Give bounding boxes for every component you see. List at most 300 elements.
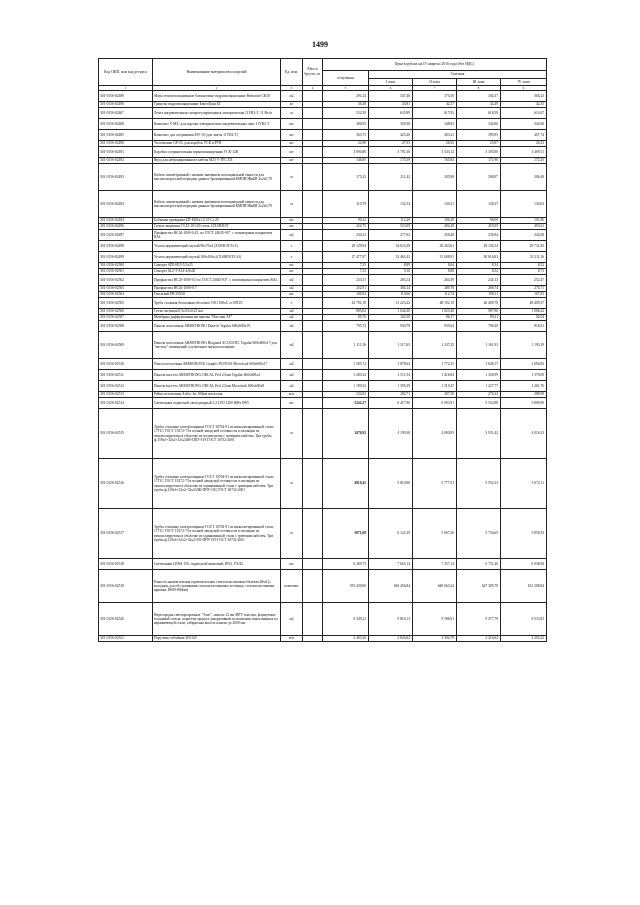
row-zone-3-price: 128,37 xyxy=(457,191,501,218)
column-index: 1 xyxy=(99,86,153,91)
row-zone-2-price: 165,84 xyxy=(413,158,457,164)
row-zone-2-price: 1 416,84 xyxy=(413,370,457,381)
row-release-price: 230,23 xyxy=(323,230,369,241)
row-zone-3-price: 25,87 xyxy=(457,141,501,147)
row-unit: шт xyxy=(281,398,303,409)
row-code: 301-0156-02507 xyxy=(99,315,153,321)
row-unit: м xyxy=(281,509,303,559)
row-zone-1-price: 51 223,22 xyxy=(369,298,413,309)
row-zone-2-price: 42,37 xyxy=(413,102,457,108)
row-zone-1-price: 211,42 xyxy=(369,164,413,191)
row-zone-4-price: 206,49 xyxy=(501,164,547,191)
row-release-price: 110,79 xyxy=(323,191,369,218)
row-name: Ввод для небронированного кабеля M25 V-TEC EX xyxy=(153,158,281,164)
row-release-price: 233,31 xyxy=(323,275,369,286)
row-zone-1-price: 119,66 xyxy=(369,292,413,298)
header-estimate: Сметная xyxy=(369,71,547,79)
row-code: 301-0156-02492 xyxy=(99,158,153,164)
table-row xyxy=(99,230,547,241)
row-zone-2-price: 8,64 xyxy=(413,263,457,269)
table-row xyxy=(99,603,547,636)
row-release-price: 100,92 xyxy=(323,292,369,298)
row-unit: м2 xyxy=(281,370,303,381)
row-zone-3-price: 344,86 xyxy=(457,119,501,130)
row-release-price: 3476,92 xyxy=(323,409,369,459)
row-code: 301-0156-02509 xyxy=(99,332,153,359)
row-zone-3-price: 8,54 xyxy=(457,269,501,275)
row-unit: шт xyxy=(281,158,303,164)
row-name: Поручень-отбойник WG145 xyxy=(153,636,281,642)
row-zone-1-price: 175,59 xyxy=(369,158,413,164)
row-code: 301-0156-02521 xyxy=(99,636,153,642)
row-zone-1-price: 132,54 xyxy=(369,191,413,218)
row-mass xyxy=(303,570,323,603)
row-release-price: 532,39 xyxy=(323,108,369,119)
row-zone-4-price: 1 006,22 xyxy=(501,309,547,315)
row-zone-4-price: 101,86 xyxy=(501,218,547,224)
row-zone-1-price: 34 633,38 xyxy=(369,241,413,252)
row-unit: шт xyxy=(281,559,303,570)
row-release-price: 27 477,97 xyxy=(323,252,369,263)
row-zone-3-price: 618,58 xyxy=(457,108,501,119)
row-name: Мембрана диффузионная негорючая "Изоспан AF" xyxy=(153,315,281,321)
row-mass xyxy=(303,509,323,559)
row-unit: т xyxy=(281,298,303,309)
row-release-price: 8 349,21 xyxy=(323,603,369,636)
row-name: Трубы стальные электросварные ГОСТ 10704-91 из низколегированной стали 17Г1С ГОСТ 19272-73 в полной заводской готовности в изоляции из пенополиуретана в оболочке из полиэтилена с греющим кабелем. Три трубы ф.159х5+32х2+32х2/280-ППУ-ПЭ ГОСТ 30732-2001 xyxy=(153,409,281,459)
row-mass xyxy=(303,398,323,409)
row-zone-2-price: 1 247,25 xyxy=(413,332,457,359)
row-zone-3-price: 2 216,62 xyxy=(457,636,501,642)
row-zone-2-price: 130,31 xyxy=(413,191,457,218)
row-zone-1-price: 635,99 xyxy=(369,108,413,119)
table-row xyxy=(99,359,547,370)
row-mass xyxy=(303,230,323,241)
row-unit: шт xyxy=(281,224,303,230)
row-zone-3-price: 89,31 xyxy=(457,315,501,321)
row-name: Уголок нержавеющий гнутый 100х100х4 (Х18Н10Т/Ст3) xyxy=(153,252,281,263)
row-code: 301-0156-02511 xyxy=(99,370,153,381)
row-name: Кабель симметричный с низким значением потенциальной емкости для высокоскоростной передачи данных бронированный КМПВЭВнБВ 2х2х0,78 xyxy=(153,191,281,218)
row-zone-4-price: 107,81 xyxy=(501,292,547,298)
table-row xyxy=(99,398,547,409)
row-name: Труба стальная бесшовная оболочка VSO 168х5, ст.09Г2С xyxy=(153,298,281,309)
row-zone-3-price: 1 649,17 xyxy=(457,359,501,370)
row-mass xyxy=(303,359,323,370)
row-release-price: 234,82 xyxy=(323,392,369,398)
row-unit: кг xyxy=(281,102,303,108)
row-release-price: 4910,45 xyxy=(323,459,369,509)
row-zone-4-price: 9 533,81 xyxy=(501,603,547,636)
row-unit: м2 xyxy=(281,286,303,292)
row-zone-2-price: 5 967,20 xyxy=(413,509,457,559)
table-row xyxy=(99,298,547,309)
row-mass xyxy=(303,636,323,642)
row-name: Плита потолочная ARMSTRONG Graphis PUNTOS Microlook 600х600х17 xyxy=(153,359,281,370)
table-row xyxy=(99,241,547,252)
table-row xyxy=(99,275,547,286)
row-unit: м xyxy=(281,164,303,191)
row-mass xyxy=(303,147,323,158)
row-name: Нерегородка светопрозрачные "Элит", панели 12 мм МРТ-пластик, формуемые толщиной стекла, пористые пряди в декоративном исполнении, выполненных из нержавеющей стали, габаритная высота панели до 2000 мм xyxy=(153,603,281,636)
row-zone-2-price: 205,98 xyxy=(413,164,457,191)
row-code: 301-0156-02515 xyxy=(99,409,153,459)
row-release-price: 1 111,56 xyxy=(323,332,369,359)
row-unit: шт xyxy=(281,119,303,130)
row-mass xyxy=(303,241,323,252)
table-row xyxy=(99,509,547,559)
row-mass xyxy=(303,409,323,459)
table-row xyxy=(99,459,547,509)
row-code: 301-0156-02513 xyxy=(99,392,153,398)
row-zone-3-price: 627 389,78 xyxy=(457,570,501,603)
row-zone-3-price: 29 136,14 xyxy=(457,241,501,252)
row-mass xyxy=(303,332,323,359)
row-zone-3-price: 98,60 xyxy=(457,218,501,224)
row-zone-4-price: 29 731,83 xyxy=(501,241,547,252)
row-code: 301-0156-02491 xyxy=(99,147,153,158)
row-zone-1-price: 102,50 xyxy=(369,315,413,321)
row-zone-3-price: 5 734,65 xyxy=(457,509,501,559)
table-row xyxy=(99,332,547,359)
row-zone-2-price: 48 192,19 xyxy=(413,298,457,309)
row-code: 301-0156-02512 xyxy=(99,381,153,392)
row-zone-1-price: 1 044,30 xyxy=(369,309,413,315)
header-prices: Цена в рублях на IV квартал 2016 года (без НДС) xyxy=(323,59,547,71)
row-zone-4-price: 42,35 xyxy=(501,102,547,108)
row-unit: шт xyxy=(281,269,303,275)
row-code: 301-0156-02494 xyxy=(99,191,153,218)
row-zone-4-price: 342,60 xyxy=(501,119,547,130)
column-index: 8 xyxy=(457,86,501,91)
row-release-price: 6 269,75 xyxy=(323,559,369,570)
row-name: Саморез SD5-H15-5,5х25 xyxy=(153,263,281,269)
row-zone-4-price: 1 261,76 xyxy=(501,381,547,392)
row-zone-4-price: 252,47 xyxy=(501,275,547,286)
row-zone-2-price: 403,41 xyxy=(413,130,457,141)
table-row xyxy=(99,381,547,392)
header-zone-2: II зона xyxy=(413,79,457,86)
row-zone-3-price: 455,05 xyxy=(457,224,501,230)
row-mass xyxy=(303,298,323,309)
page-number: 1499 xyxy=(312,40,328,49)
row-release-price: 5242,27 xyxy=(323,398,369,409)
row-name: Емкость накопительная горизонтальная стеклопластиковая объемом 40м3 (с колодцем для обслуживания стеклопластиковым лестница, стеклопластиковая крышка, D600-800мм) xyxy=(153,570,281,603)
row-zone-2-price: 617,92 xyxy=(413,108,457,119)
row-zone-1-price: 663 456,84 xyxy=(369,570,413,603)
row-mass xyxy=(303,252,323,263)
row-code: 301-0156-02489 xyxy=(99,91,153,102)
row-zone-3-price: 6 731,40 xyxy=(457,559,501,570)
row-zone-1-price: 7 665,14 xyxy=(369,559,413,570)
row-zone-3-price: 30 616,83 xyxy=(457,252,501,263)
row-zone-1-price: 523,09 xyxy=(369,224,413,230)
header-mass: Масса брутто, кг xyxy=(303,59,323,86)
row-zone-2-price: 348,83 xyxy=(413,119,457,130)
row-code: 301-0156-02518 xyxy=(99,559,153,570)
row-mass xyxy=(303,370,323,381)
row-name: Светильник подвесной светодиодный 1,2 LFD 1200 60Вт IP65 xyxy=(153,398,281,409)
row-zone-4-price: 818,41 xyxy=(501,321,547,332)
row-zone-1-price: 425,20 xyxy=(369,130,413,141)
column-index: 2 xyxy=(153,86,281,91)
row-name: Саморез SL2-T-A14-4,8х20 xyxy=(153,269,281,275)
row-zone-3-price: 245,13 xyxy=(457,275,501,286)
row-unit: м xyxy=(281,409,303,459)
row-zone-1-price: 5 810,80 xyxy=(369,459,413,509)
header-zone-4: IV зона xyxy=(501,79,547,86)
row-unit: м/п xyxy=(281,636,303,642)
row-zone-4-price: 276,71 xyxy=(501,286,547,292)
row-mass xyxy=(303,108,323,119)
row-code: 301-0156-02490 xyxy=(99,141,153,147)
row-unit: т xyxy=(281,252,303,263)
row-zone-1-price: 347,46 xyxy=(369,91,413,102)
column-index: 4 xyxy=(303,86,323,91)
row-zone-3-price: 5 552,88 xyxy=(457,398,501,409)
row-zone-4-price: 2 293,22 xyxy=(501,636,547,642)
row-release-price: 29 129,94 xyxy=(323,241,369,252)
row-zone-2-price: 1 772,55 xyxy=(413,359,457,370)
row-mass xyxy=(303,119,323,130)
price-sheet xyxy=(98,58,546,642)
row-zone-3-price: 171,96 xyxy=(457,158,501,164)
row-zone-2-price: 2 394,79 xyxy=(413,636,457,642)
row-unit: м xyxy=(281,459,303,509)
row-code: 301-0156-02500 xyxy=(99,263,153,269)
column-index: 5 xyxy=(323,86,369,91)
row-mass xyxy=(303,603,323,636)
row-zone-2-price: 287,30 xyxy=(413,392,457,398)
row-code: 301-0156-02485 xyxy=(99,130,153,141)
row-zone-4-price: 242,08 xyxy=(501,230,547,241)
row-code: 301-0156-02499 xyxy=(99,252,153,263)
row-release-price: 2 403,36 xyxy=(323,636,369,642)
row-zone-1-price: 1 395,29 xyxy=(369,381,413,392)
row-name: Профнастил НС44-1000-0,45, по ГОСТ 24045-94*, с полимерным покрытием RAL xyxy=(153,230,281,241)
row-code: 301-0156-02490 xyxy=(99,102,153,108)
row-name: Гильза защитная ГЗ 25-10-120 сталь 12Х18Н10Т xyxy=(153,224,281,230)
row-zone-1-price: 283,14 xyxy=(369,275,413,286)
row-zone-1-price: 27,53 xyxy=(369,141,413,147)
row-release-price: 175,23 xyxy=(323,164,369,191)
row-unit: м2 xyxy=(281,603,303,636)
row-zone-3-price: 1 161,93 xyxy=(457,332,501,359)
row-zone-4-price: 130,63 xyxy=(501,191,547,218)
row-name: Комплект V-MZ, для заделки электрических нагревательных лент 11VR2-T xyxy=(153,119,281,130)
row-zone-1-price: 304,14 xyxy=(369,286,413,292)
price-table xyxy=(98,58,547,642)
row-mass xyxy=(303,130,323,141)
row-zone-2-price: 1 319,47 xyxy=(413,381,457,392)
table-row xyxy=(99,164,547,191)
row-name: Панель-кассета ARMSTRONG ORCAL Perf 2,5мм Microlook 600х600х8 xyxy=(153,381,281,392)
row-zone-4-price: 288,99 xyxy=(501,392,547,398)
row-zone-2-price: 9 586,91 xyxy=(413,603,457,636)
row-zone-1-price: 2 843,62 xyxy=(369,636,413,642)
row-zone-3-price: 8,34 xyxy=(457,263,501,269)
table-row xyxy=(99,252,547,263)
header-name: Наименование материалов и изделий xyxy=(153,59,281,86)
row-name: Маты теплоизоляционные базальтовые гидроизоляционные Bentonite CR10 xyxy=(153,91,281,102)
table-row xyxy=(99,559,547,570)
row-zone-1-price: 3 701,36 xyxy=(369,147,413,158)
row-zone-4-price: 614,67 xyxy=(501,108,547,119)
row-zone-1-price: 1 878,64 xyxy=(369,359,413,370)
row-name: Рейка потолочная Албес 4м 100мм металлик xyxy=(153,392,281,398)
row-name: Лента нагревательная саморегулирующаяся электрическая 11VR2-T, 11 Вт/м xyxy=(153,108,281,119)
table-row xyxy=(99,191,547,218)
table-row xyxy=(99,570,547,603)
row-unit: м2 xyxy=(281,230,303,241)
row-zone-2-price: 640 663,24 xyxy=(413,570,457,603)
column-index: 6 xyxy=(369,86,413,91)
row-zone-2-price: 6 093,91 xyxy=(413,398,457,409)
row-code: 301-0156-02494 xyxy=(99,218,153,224)
row-zone-2-price: 96,37 xyxy=(413,315,457,321)
row-code: 301-0156-02504 xyxy=(99,292,153,298)
row-zone-3-price: 268,74 xyxy=(457,286,501,292)
table-row xyxy=(99,130,547,141)
row-release-price: 7,53 xyxy=(323,269,369,275)
row-zone-3-price: 399,93 xyxy=(457,130,501,141)
row-zone-4-price: 31 211,16 xyxy=(501,252,547,263)
row-zone-4-price: 1 370,00 xyxy=(501,370,547,381)
row-unit: м/п xyxy=(281,392,303,398)
row-zone-4-price: 48 409,37 xyxy=(501,298,547,309)
row-code: 301-0156-02503 xyxy=(99,286,153,292)
row-release-price: 146,85 xyxy=(323,158,369,164)
row-code: 301-0156-02506 xyxy=(99,309,153,315)
row-zone-3-price: 3 931,42 xyxy=(457,409,501,459)
row-zone-1-price: 277,92 xyxy=(369,230,413,241)
row-zone-3-price: 987,96 xyxy=(457,309,501,315)
row-release-price: 885,02 xyxy=(323,309,369,315)
row-code: 301-0156-02497 xyxy=(99,230,153,241)
row-zone-2-price: 935,64 xyxy=(413,321,457,332)
row-release-price: 1 585,72 xyxy=(323,359,369,370)
row-unit: м2 xyxy=(281,309,303,315)
row-zone-2-price: 289,78 xyxy=(413,286,457,292)
row-unit: м2 xyxy=(281,315,303,321)
column-index: 3 xyxy=(281,86,303,91)
row-mass xyxy=(303,164,323,191)
row-zone-4-price: 407,74 xyxy=(501,130,547,141)
row-name: Гексагвай PH 50X50 xyxy=(153,292,281,298)
row-zone-4-price: 631 208,84 xyxy=(501,570,547,603)
column-index: 9 xyxy=(501,86,547,91)
row-zone-3-price: 108,11 xyxy=(457,292,501,298)
row-release-price: 5071,68 xyxy=(323,509,369,559)
row-name: Панель потолочная ARMSTRONG Bioguard ACOUSTIC Tegular 600х600х17 для "чистых" помещений, улучшенное звукопоглощение xyxy=(153,332,281,359)
row-zone-2-price: 31 008,91 xyxy=(413,252,457,263)
row-unit: шт xyxy=(281,218,303,224)
row-name: Панель потолочная ARMSTRONG Dune tb Tegular 600х600х19 xyxy=(153,321,281,332)
row-unit: шт xyxy=(281,130,303,141)
row-zone-1-price: 43,81 xyxy=(369,102,413,108)
row-name: Трубы стальные электросварные ГОСТ 10704-91 из низколегированной стали 17Г1С ГОСТ 19272-73 в полной заводской готовности в изоляции из пенополиуретана в оболочке из оцинкованной стали с греющим кабелем. Три трубы ф.219х6+32х2+32х2/355-ППУ-ПЭ ГОСТ 30732-2001 xyxy=(153,509,281,559)
row-zone-4-price: 4 016,23 xyxy=(501,409,547,459)
row-name: Панель-кассета ARMSTRONG ORCAL Perf 2,5мм Tegular 600х600х4 xyxy=(153,370,281,381)
row-zone-1-price: 6 417,96 xyxy=(369,398,413,409)
row-zone-3-price: 208,07 xyxy=(457,164,501,191)
row-zone-2-price: 370,10 xyxy=(413,91,457,102)
row-release-price: 291,24 xyxy=(323,91,369,102)
row-zone-1-price: 282,71 xyxy=(369,392,413,398)
table-row xyxy=(99,636,547,642)
row-code: 301-0156-02502 xyxy=(99,275,153,286)
row-code: 301-0156-02467 xyxy=(99,108,153,119)
row-zone-1-price: 9,10 xyxy=(369,269,413,275)
header-unit: Ед. изм. xyxy=(281,59,303,86)
header-zone-3: III зона xyxy=(457,79,501,86)
row-unit: м2 xyxy=(281,332,303,359)
row-zone-1-price: 1 317,65 xyxy=(369,332,413,359)
header-release: отпускная xyxy=(323,71,369,86)
table-row xyxy=(99,370,547,381)
row-zone-3-price: 236,94 xyxy=(457,230,501,241)
row-zone-2-price: 494,28 xyxy=(413,224,457,230)
row-zone-2-price: 3 543,12 xyxy=(413,147,457,158)
row-release-price: 3 094,80 xyxy=(323,147,369,158)
row-name: Коробка соединительная взрывозащищенная УСК-12К xyxy=(153,147,281,158)
row-zone-2-price: 106,29 xyxy=(413,218,457,224)
row-unit: м2 xyxy=(281,359,303,370)
row-release-price: 795,72 xyxy=(323,321,369,332)
row-zone-3-price: 304,37 xyxy=(457,91,501,102)
row-zone-1-price: 359,38 xyxy=(369,119,413,130)
row-zone-4-price: 304,23 xyxy=(501,91,547,102)
row-code: 301-0156-02496 xyxy=(99,224,153,230)
row-unit: шт xyxy=(281,292,303,298)
row-release-price: 306,95 xyxy=(323,119,369,130)
row-release-price: 424,75 xyxy=(323,224,369,230)
row-release-price: 252,91 xyxy=(323,286,369,292)
row-release-price: 1 285,34 xyxy=(323,370,369,381)
table-body xyxy=(99,91,547,642)
row-release-price: 553 430,00 xyxy=(323,570,369,603)
row-zone-4-price: 5 809,90 xyxy=(501,398,547,409)
row-zone-4-price: 92,04 xyxy=(501,315,547,321)
row-code: 301-0156-02501 xyxy=(99,269,153,275)
column-index: 7 xyxy=(413,86,457,91)
row-unit: шт xyxy=(281,141,303,147)
row-zone-2-price: 4 090,83 xyxy=(413,409,457,459)
row-release-price: 43 791,19 xyxy=(323,298,369,309)
row-code: 301-0156-02520 xyxy=(99,603,153,636)
row-code: 301-0156-02505 xyxy=(99,298,153,309)
row-code: 301-0156-02510 xyxy=(99,359,153,370)
row-zone-1-price: 9 816,13 xyxy=(369,603,413,636)
row-zone-3-price: 1 336,99 xyxy=(457,370,501,381)
row-zone-3-price: 9 477,79 xyxy=(457,603,501,636)
table-row xyxy=(99,91,547,102)
row-zone-2-price: 264,39 xyxy=(413,275,457,286)
table-row xyxy=(99,409,547,459)
row-mass xyxy=(303,91,323,102)
row-unit: м2 xyxy=(281,91,303,102)
row-mass xyxy=(303,459,323,509)
row-zone-3-price: 3 305,00 xyxy=(457,147,501,158)
row-name: Уголок нержавеющий гнутый 90х70х4 (Х18Н10Т/Ст3) xyxy=(153,241,281,252)
row-code: 301-0156-02516 xyxy=(99,459,153,509)
row-zone-3-price: 796,20 xyxy=(457,321,501,332)
row-zone-1-price: 930,78 xyxy=(369,321,413,332)
row-name: Кабель симметричный с низким значением потенциальной емкости для высокоскоростной передачи данных бронированный КМПВЭВнБВ 4х2х0,78 xyxy=(153,164,281,191)
row-zone-3-price: 1 227,77 xyxy=(457,381,501,392)
row-zone-2-price: 26,92 xyxy=(413,141,457,147)
row-unit: комплект xyxy=(281,570,303,603)
